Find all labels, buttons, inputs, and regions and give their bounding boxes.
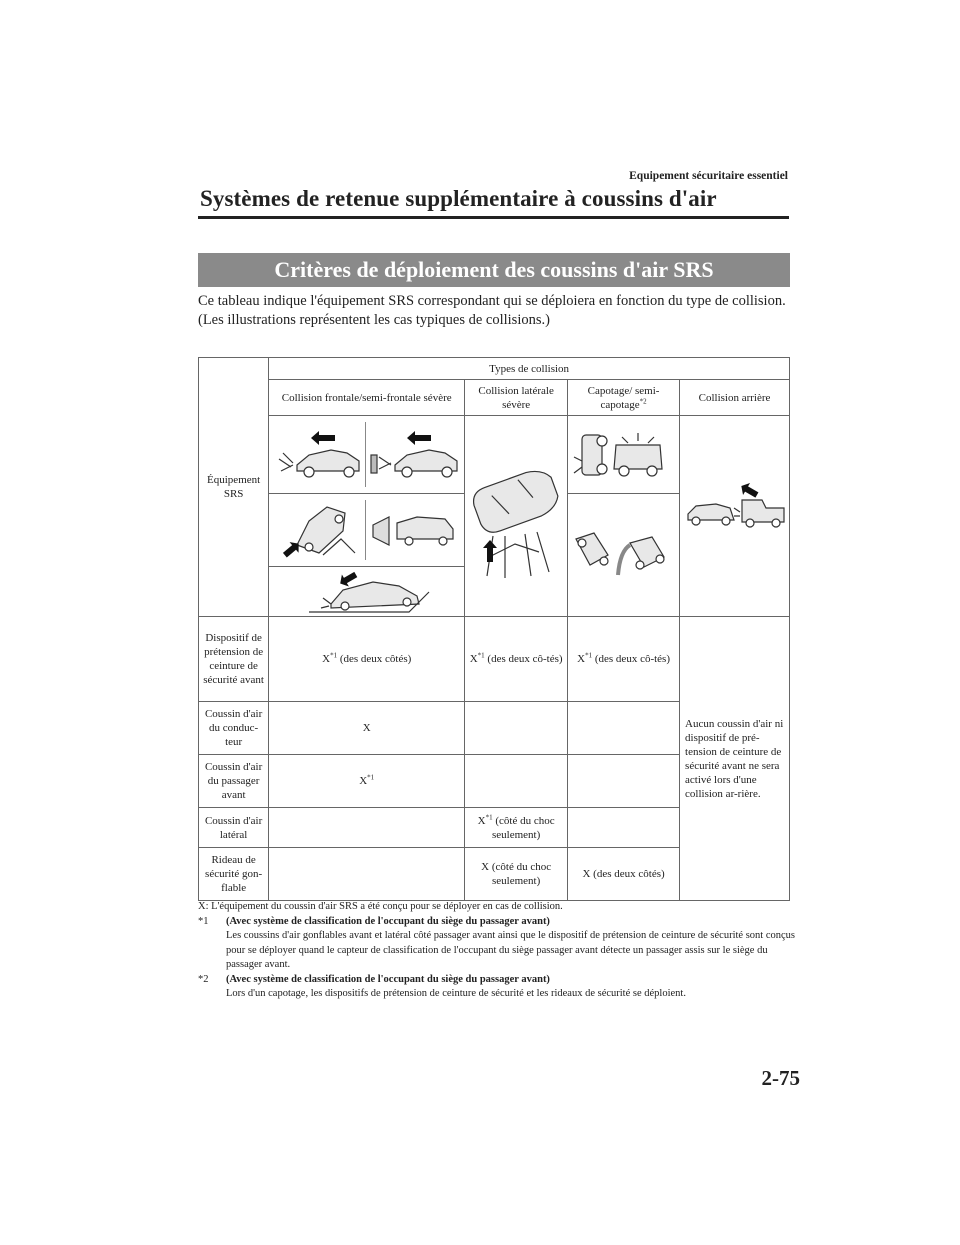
- cell-5-rollover: X (des deux côtés): [568, 848, 680, 901]
- cell-5-lateral: X (côté du choc seulement): [465, 848, 568, 901]
- col-frontal: Collision frontale/semi-frontale sévère: [269, 380, 465, 416]
- cell-5-frontal: [269, 848, 465, 901]
- footnote-2-title: (Avec système de classification de l'occupant du siège du passager avant): [226, 973, 550, 985]
- intro-text: [198, 292, 798, 330]
- cell-1-rollover: $X^{*1}$ (des deux cô-tés): [568, 617, 680, 702]
- footnote-2: [198, 973, 798, 1002]
- row-label-5: Rideau de sécurité gon-flable: [199, 848, 269, 901]
- footnote-1-mark: *1: [198, 915, 209, 927]
- cell-1-frontal: $X^{*1}$ (des deux côtés): [269, 617, 465, 702]
- offset-crash-icons: [269, 495, 463, 565]
- intro-line-2: (Les illustrations représentent les cas typiques de collisions.): [198, 312, 550, 328]
- equipment-header: Équipement SRS: [199, 358, 269, 617]
- frontal-crash-icons: [269, 417, 463, 493]
- types-header: Types de collision: [269, 358, 790, 380]
- footnote-2-mark: *2: [198, 973, 209, 985]
- footnote-1-text: Les coussins d'air gonflables avant et latéral côté passager avant ainsi que le dispositif de prétension de ceinture de sécurité sont conçus pour se déployer quand le capteur de classification de l'occupant du siège passager avant détecte un passager assis sur le siège du passager avant.: [226, 930, 795, 970]
- rollover-illustration-2: [568, 494, 680, 617]
- cell-3-frontal: $X^{*1}$: [269, 755, 465, 808]
- lateral-illustration: [465, 416, 568, 617]
- cell-4-frontal: [269, 808, 465, 848]
- cell-4-rollover: [568, 808, 680, 848]
- row-label-4: Coussin d'air latéral: [199, 808, 269, 848]
- frontal-illustration-2: [269, 494, 465, 567]
- deployment-table: [198, 357, 790, 901]
- subsection-banner: Critères de déploiement des coussins d'air SRS: [198, 253, 790, 287]
- header-rule: [198, 216, 789, 219]
- row-label-1: Dispositif de prétension de ceinture de sécurité avant: [199, 617, 269, 702]
- row-label-2: Coussin d'air du conduc-teur: [199, 702, 269, 755]
- cell-3-rollover: [568, 755, 680, 808]
- cell-2-rollover: [568, 702, 680, 755]
- chapter-label: Equipement sécuritaire essentiel: [629, 170, 788, 182]
- cell-1-lateral: $X^{*1}$ (des deux cô-tés): [465, 617, 568, 702]
- footnotes: [198, 900, 798, 1002]
- footnote-1-title: (Avec système de classification de l'occupant du siège du passager avant): [226, 915, 550, 927]
- side-crash-icon: [465, 416, 566, 616]
- rollover-illustration-1: [568, 416, 680, 494]
- rollover-icons: [568, 417, 678, 493]
- cell-3-lateral: [465, 755, 568, 808]
- rear-crash-icon: [680, 416, 788, 616]
- frontal-illustration-1: [269, 416, 465, 494]
- cell-2-frontal: X: [269, 702, 465, 755]
- cell-4-lateral: $X^{*1}$ (côté du choc seulement): [465, 808, 568, 848]
- intro-line-1: Ce tableau indique l'équipement SRS correspondant qui se déploiera en fonction du type de collision.: [198, 293, 786, 309]
- legend-note: X: L'équipement du coussin d'air SRS a été conçu pour se déployer en cas de collision.: [198, 901, 563, 912]
- rear-illustration: [680, 416, 790, 617]
- section-title: Systèmes de retenue supplémentaire à coussins d'air: [200, 186, 717, 211]
- slope-crash-icon: [269, 568, 463, 616]
- col-rear: Collision arrière: [680, 380, 790, 416]
- page-number: 2-75: [761, 1066, 800, 1090]
- footnote-1: [198, 915, 798, 973]
- rear-note: Aucun coussin d'air ni dispositif de pré-tension de ceinture de sécurité avant ne sera activé lors d'une collision ar-rière.: [680, 617, 790, 901]
- col-rollover: Capotage/ semi-capotage$^{*2}$: [568, 380, 680, 416]
- footnote-2-text: Lors d'un capotage, les dispositifs de prétension de ceinture de sécurité et les rideaux de sécurité se déploient.: [226, 988, 686, 999]
- row-label-3: Coussin d'air du passager avant: [199, 755, 269, 808]
- cell-2-lateral: [465, 702, 568, 755]
- frontal-illustration-3: [269, 567, 465, 617]
- col-lateral: Collision latérale sévère: [465, 380, 568, 416]
- semi-rollover-icons: [568, 495, 678, 615]
